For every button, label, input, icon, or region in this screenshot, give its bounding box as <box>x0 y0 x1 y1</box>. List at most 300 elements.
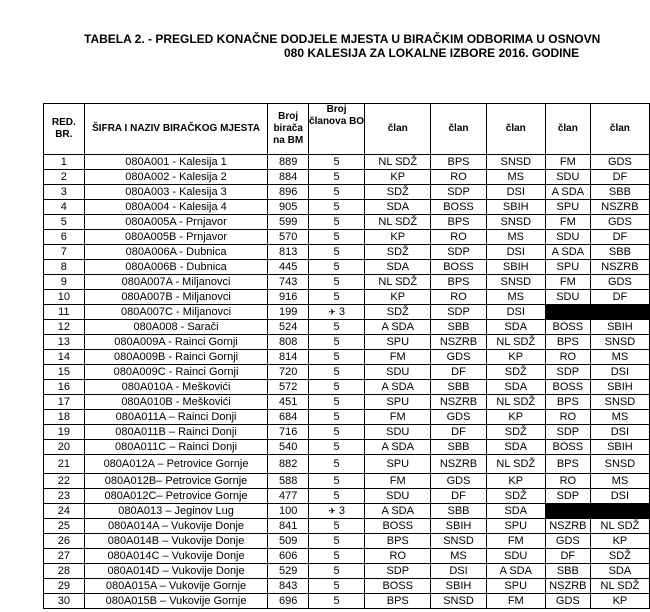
table-row <box>44 170 650 185</box>
member-count <box>308 519 364 534</box>
member-count-value: 5 <box>333 321 340 333</box>
polling-station-name: 080A015A – Vukovije Gornje <box>84 579 268 594</box>
member-count-value: 5 <box>333 565 340 577</box>
member-count <box>308 594 364 609</box>
member-party-5: DSI <box>590 365 649 380</box>
member-party-4: SPU <box>545 200 590 215</box>
member-party-4: BPS <box>545 395 590 410</box>
member-party-5: SDA <box>590 564 649 579</box>
polling-station-name: 080A007C - Miljanovci <box>84 305 268 320</box>
member-party-5: SDŽ <box>590 549 649 564</box>
member-party-3: SNSD <box>486 155 545 170</box>
member-party-3: NL SDŽ <box>486 395 545 410</box>
member-count <box>308 320 364 335</box>
member-party-3: SDA <box>486 504 545 519</box>
row-number: 1 <box>44 155 85 170</box>
polling-station-name: 080A007A - Miljanovci <box>84 275 268 290</box>
member-count <box>308 549 364 564</box>
member-party-2: SBB <box>431 440 486 455</box>
member-count <box>308 380 364 395</box>
member-party-1: FM <box>365 410 431 425</box>
member-party-4: SDU <box>545 170 590 185</box>
table-row <box>44 185 650 200</box>
member-count-value: 5 <box>333 580 340 592</box>
table-row <box>44 350 650 365</box>
member-count-value: 5 <box>333 366 340 378</box>
member-party-1: A SDA <box>365 504 431 519</box>
member-party-3: FM <box>486 534 545 549</box>
member-party-5: GDS <box>590 275 649 290</box>
table-row <box>44 320 650 335</box>
member-party-3: MS <box>486 170 545 185</box>
member-count <box>308 474 364 489</box>
member-party-5: SBIH <box>590 380 649 395</box>
member-count <box>308 275 364 290</box>
table-row <box>44 579 650 594</box>
row-number: 6 <box>44 230 85 245</box>
member-party-4: SBB <box>545 564 590 579</box>
member-party-4: A SDA <box>545 245 590 260</box>
member-party-3: SDŽ <box>486 489 545 504</box>
table-row <box>44 290 650 305</box>
member-count-value: 5 <box>333 535 340 547</box>
voter-count: 884 <box>268 170 309 185</box>
member-count-value: 5 <box>333 261 340 273</box>
member-party-5: SNSD <box>590 395 649 410</box>
member-party-2: SBB <box>431 504 486 519</box>
member-count <box>308 245 364 260</box>
row-number: 18 <box>44 410 85 425</box>
table-row <box>44 474 650 489</box>
voter-count: 509 <box>268 534 309 549</box>
member-count <box>308 365 364 380</box>
title-line-2: 080 KALESIJA ZA LOKALNE IZBORE 2016. GODINE <box>284 46 580 60</box>
member-party-3: SPU <box>486 519 545 534</box>
member-party-1: A SDA <box>365 320 431 335</box>
member-party-1: KP <box>365 170 431 185</box>
member-party-1: BPS <box>365 534 431 549</box>
row-number: 7 <box>44 245 85 260</box>
table-row <box>44 365 650 380</box>
member-party-1: SDA <box>365 260 431 275</box>
member-party-4: BOSS <box>545 440 590 455</box>
member-party-1: FM <box>365 474 431 489</box>
member-party-1: KP <box>365 290 431 305</box>
member-party-2: GDS <box>431 474 486 489</box>
voter-count: 841 <box>268 519 309 534</box>
voter-count: 199 <box>268 305 309 320</box>
table-row <box>44 534 650 549</box>
member-count <box>308 215 364 230</box>
member-party-1: SDŽ <box>365 185 431 200</box>
member-count-value: 5 <box>333 520 340 532</box>
member-party-3: NL SDŽ <box>486 455 545 474</box>
member-party-4: FM <box>545 155 590 170</box>
polling-station-name: 080A012A – Petrovice Gornje <box>84 455 268 474</box>
row-number: 19 <box>44 425 85 440</box>
member-party-1: BOSS <box>365 579 431 594</box>
member-count <box>308 230 364 245</box>
polling-station-name: 080A006B - Dubnica <box>84 260 268 275</box>
member-party-4: NSZRB <box>545 579 590 594</box>
row-number: 15 <box>44 365 85 380</box>
table-row <box>44 549 650 564</box>
member-party-4: RO <box>545 350 590 365</box>
member-party-2: BPS <box>431 215 486 230</box>
member-count-value: 5 <box>333 276 340 288</box>
member-count <box>308 579 364 594</box>
member-party-3: SNSD <box>486 275 545 290</box>
member-count <box>308 504 364 519</box>
member-party-2: SBIH <box>431 579 486 594</box>
member-party-5: NSZRB <box>590 200 649 215</box>
member-party-2: BOSS <box>431 260 486 275</box>
table-row <box>44 425 650 440</box>
member-party-5: KP <box>590 594 649 609</box>
table-body <box>44 155 650 609</box>
voter-count: 905 <box>268 200 309 215</box>
voter-count: 477 <box>268 489 309 504</box>
member-party-1: SDŽ <box>365 245 431 260</box>
member-party-1: BPS <box>365 594 431 609</box>
voter-count: 588 <box>268 474 309 489</box>
header-broj-clanova: Broj članova BO <box>308 104 364 155</box>
redacted-cell <box>545 504 649 519</box>
voter-count: 696 <box>268 594 309 609</box>
row-number: 28 <box>44 564 85 579</box>
member-count-value: 5 <box>333 595 340 607</box>
member-party-3: SNSD <box>486 215 545 230</box>
member-party-5: DF <box>590 230 649 245</box>
member-party-1: KP <box>365 230 431 245</box>
member-count <box>308 155 364 170</box>
member-party-5: SNSD <box>590 335 649 350</box>
member-party-5: SNSD <box>590 455 649 474</box>
polling-station-name: 080A012B– Petrovice Gornje <box>84 474 268 489</box>
member-party-1: SDU <box>365 425 431 440</box>
header-clan-1: član <box>365 104 431 155</box>
member-party-2: DF <box>431 425 486 440</box>
voter-count: 529 <box>268 564 309 579</box>
member-party-3: FM <box>486 594 545 609</box>
polling-station-name: 080A014A – Vukovije Donje <box>84 519 268 534</box>
member-count-value: 5 <box>333 231 340 243</box>
member-party-5: SBIH <box>590 320 649 335</box>
row-number: 8 <box>44 260 85 275</box>
member-party-1: RO <box>365 549 431 564</box>
member-party-4: SDP <box>545 489 590 504</box>
header-clan-4: član <box>545 104 590 155</box>
member-count-value: 5 <box>333 396 340 408</box>
member-count-value: 5 <box>333 441 340 453</box>
table-row <box>44 504 650 519</box>
polling-station-name: 080A011A – Rainci Donji <box>84 410 268 425</box>
member-count <box>308 489 364 504</box>
voter-count: 889 <box>268 155 309 170</box>
title-line-1: TABELA 2. - PREGLED KONAČNE DODJELE MJESTA U BIRAČKIM ODBORIMA U OSNOVN <box>84 32 601 46</box>
member-party-5: GDS <box>590 155 649 170</box>
member-party-3: SBIH <box>486 260 545 275</box>
header-red-br: RED. BR. <box>44 104 85 155</box>
member-party-5: DF <box>590 170 649 185</box>
member-party-2: NSZRB <box>431 455 486 474</box>
member-party-3: KP <box>486 474 545 489</box>
polling-station-name: 080A010A - Meškovići <box>84 380 268 395</box>
airplane-icon: ✈ <box>328 307 336 317</box>
voter-count: 743 <box>268 275 309 290</box>
row-number: 2 <box>44 170 85 185</box>
table-row <box>44 395 650 410</box>
member-party-2: SBB <box>431 380 486 395</box>
table-row <box>44 275 650 290</box>
member-party-3: DSI <box>486 185 545 200</box>
voter-count: 813 <box>268 245 309 260</box>
table-row <box>44 230 650 245</box>
member-party-1: BOSS <box>365 519 431 534</box>
polling-committee-table <box>43 103 650 609</box>
member-party-4: BOSS <box>545 320 590 335</box>
member-party-4: A SDA <box>545 185 590 200</box>
voter-count: 684 <box>268 410 309 425</box>
voter-count: 599 <box>268 215 309 230</box>
member-party-2: GDS <box>431 410 486 425</box>
voter-count: 445 <box>268 260 309 275</box>
member-party-2: SDP <box>431 305 486 320</box>
member-party-3: SDA <box>486 440 545 455</box>
member-party-1: A SDA <box>365 380 431 395</box>
polling-station-name: 080A014C – Vukovije Donje <box>84 549 268 564</box>
table-row <box>44 564 650 579</box>
row-number: 5 <box>44 215 85 230</box>
member-count <box>308 425 364 440</box>
member-party-2: DF <box>431 489 486 504</box>
header-sifra-naziv: ŠIFRA I NAZIV BIRAČKOG MJESTA <box>84 104 268 155</box>
table-row <box>44 380 650 395</box>
member-count <box>308 440 364 455</box>
member-party-4: GDS <box>545 534 590 549</box>
member-count-value: 3 <box>338 306 345 318</box>
polling-station-name: 080A005A - Prnjavor <box>84 215 268 230</box>
table-row <box>44 335 650 350</box>
member-party-2: BOSS <box>431 200 486 215</box>
member-party-3: SDŽ <box>486 365 545 380</box>
table-row <box>44 260 650 275</box>
member-party-2: NSZRB <box>431 335 486 350</box>
row-number: 20 <box>44 440 85 455</box>
member-party-3: DSI <box>486 305 545 320</box>
member-party-2: NSZRB <box>431 395 486 410</box>
voter-count: 896 <box>268 185 309 200</box>
header-clan-2: član <box>431 104 486 155</box>
member-party-1: SPU <box>365 455 431 474</box>
member-party-2: DSI <box>431 564 486 579</box>
member-party-2: DF <box>431 365 486 380</box>
member-count <box>308 170 364 185</box>
polling-station-name: 080A001 - Kalesija 1 <box>84 155 268 170</box>
member-party-2: MS <box>431 549 486 564</box>
member-party-2: SDP <box>431 185 486 200</box>
member-count <box>308 305 364 320</box>
polling-station-name: 080A010B - Meškovići <box>84 395 268 410</box>
table-row <box>44 155 650 170</box>
member-count-value: 5 <box>333 550 340 562</box>
header-clan-3: član <box>486 104 545 155</box>
voter-count: 882 <box>268 455 309 474</box>
member-party-2: BPS <box>431 275 486 290</box>
voter-count: 843 <box>268 579 309 594</box>
member-count-value: 5 <box>333 458 340 470</box>
row-number: 10 <box>44 290 85 305</box>
polling-station-name: 080A013 – Jeginov Lug <box>84 504 268 519</box>
member-party-5: SBB <box>590 185 649 200</box>
member-party-3: NL SDŽ <box>486 335 545 350</box>
row-number: 16 <box>44 380 85 395</box>
member-party-1: SDŽ <box>365 305 431 320</box>
table-row <box>44 245 650 260</box>
row-number: 27 <box>44 549 85 564</box>
member-party-5: DF <box>590 290 649 305</box>
row-number: 11 <box>44 305 85 320</box>
member-party-4: BPS <box>545 335 590 350</box>
member-party-2: RO <box>431 170 486 185</box>
row-number: 25 <box>44 519 85 534</box>
polling-station-name: 080A011C – Rainci Donji <box>84 440 268 455</box>
member-party-4: SDU <box>545 290 590 305</box>
member-count-value: 5 <box>333 475 340 487</box>
member-party-5: NSZRB <box>590 260 649 275</box>
polling-station-name: 080A008 - Sarači <box>84 320 268 335</box>
member-party-4: FM <box>545 275 590 290</box>
member-party-5: KP <box>590 534 649 549</box>
member-party-2: SBIH <box>431 519 486 534</box>
member-party-4: RO <box>545 410 590 425</box>
voter-count: 916 <box>268 290 309 305</box>
voter-count: 716 <box>268 425 309 440</box>
polling-station-name: 080A015B – Vukovije Gornje <box>84 594 268 609</box>
table-row <box>44 305 650 320</box>
member-party-3: A SDA <box>486 564 545 579</box>
member-party-3: SDU <box>486 549 545 564</box>
member-party-4: SDU <box>545 230 590 245</box>
member-party-5: MS <box>590 474 649 489</box>
member-party-1: SDA <box>365 200 431 215</box>
member-count <box>308 534 364 549</box>
redacted-cell <box>545 305 649 320</box>
member-count-value: 5 <box>333 381 340 393</box>
member-party-4: FM <box>545 215 590 230</box>
member-party-5: DSI <box>590 489 649 504</box>
member-count-value: 5 <box>333 291 340 303</box>
member-party-3: KP <box>486 350 545 365</box>
member-party-3: SDA <box>486 320 545 335</box>
member-party-1: SDU <box>365 489 431 504</box>
row-number: 9 <box>44 275 85 290</box>
polling-station-name: 080A005B - Prnjavor <box>84 230 268 245</box>
row-number: 23 <box>44 489 85 504</box>
member-party-4: BPS <box>545 455 590 474</box>
member-party-1: SPU <box>365 335 431 350</box>
polling-station-name: 080A014B – Vukovije Donje <box>84 534 268 549</box>
member-party-4: BOSS <box>545 380 590 395</box>
member-count <box>308 350 364 365</box>
member-party-3: SPU <box>486 579 545 594</box>
member-party-3: DSI <box>486 245 545 260</box>
member-party-1: A SDA <box>365 440 431 455</box>
member-party-5: MS <box>590 350 649 365</box>
member-count-value: 3 <box>338 505 345 517</box>
member-count-value: 5 <box>333 351 340 363</box>
voter-count: 451 <box>268 395 309 410</box>
member-count <box>308 564 364 579</box>
polling-station-name: 080A012C– Petrovice Gornje <box>84 489 268 504</box>
member-party-2: SBB <box>431 320 486 335</box>
member-party-5: NL SDŽ <box>590 579 649 594</box>
member-count-value: 5 <box>333 336 340 348</box>
member-count <box>308 455 364 474</box>
member-count-value: 5 <box>333 201 340 213</box>
member-party-4: SPU <box>545 260 590 275</box>
voter-count: 524 <box>268 320 309 335</box>
member-party-2: RO <box>431 230 486 245</box>
row-number: 24 <box>44 504 85 519</box>
row-number: 13 <box>44 335 85 350</box>
member-party-5: NL SDŽ <box>590 519 649 534</box>
polling-station-name: 080A004 - Kalesija 4 <box>84 200 268 215</box>
member-party-3: MS <box>486 230 545 245</box>
member-count <box>308 260 364 275</box>
polling-station-name: 080A011B – Rainci Donji <box>84 425 268 440</box>
member-count <box>308 410 364 425</box>
header-broj-biraca: Broj birača na BM <box>268 104 309 155</box>
member-party-1: SDU <box>365 365 431 380</box>
member-party-2: RO <box>431 290 486 305</box>
member-party-2: SDP <box>431 245 486 260</box>
member-count <box>308 200 364 215</box>
voter-count: 572 <box>268 380 309 395</box>
member-party-4: NSZRB <box>545 519 590 534</box>
member-party-3: MS <box>486 290 545 305</box>
row-number: 4 <box>44 200 85 215</box>
airplane-icon: ✈ <box>328 506 336 516</box>
member-count-value: 5 <box>333 216 340 228</box>
member-party-4: SDP <box>545 365 590 380</box>
member-party-1: NL SDŽ <box>365 275 431 290</box>
row-number: 29 <box>44 579 85 594</box>
voter-count: 540 <box>268 440 309 455</box>
row-number: 12 <box>44 320 85 335</box>
member-party-5: SBIH <box>590 440 649 455</box>
voter-count: 808 <box>268 335 309 350</box>
voter-count: 570 <box>268 230 309 245</box>
member-party-1: SPU <box>365 395 431 410</box>
table-row <box>44 410 650 425</box>
member-party-3: KP <box>486 410 545 425</box>
member-party-3: SDA <box>486 380 545 395</box>
table-row <box>44 594 650 609</box>
row-number: 22 <box>44 474 85 489</box>
member-party-1: NL SDŽ <box>365 155 431 170</box>
member-count-value: 5 <box>333 411 340 423</box>
table-row <box>44 215 650 230</box>
polling-station-name: 080A003 - Kalesija 3 <box>84 185 268 200</box>
header-clan-5: član <box>590 104 649 155</box>
polling-station-name: 080A009A - Rainci Gornji <box>84 335 268 350</box>
voter-count: 814 <box>268 350 309 365</box>
member-party-1: FM <box>365 350 431 365</box>
row-number: 30 <box>44 594 85 609</box>
member-party-1: SDP <box>365 564 431 579</box>
member-count-value: 5 <box>333 490 340 502</box>
